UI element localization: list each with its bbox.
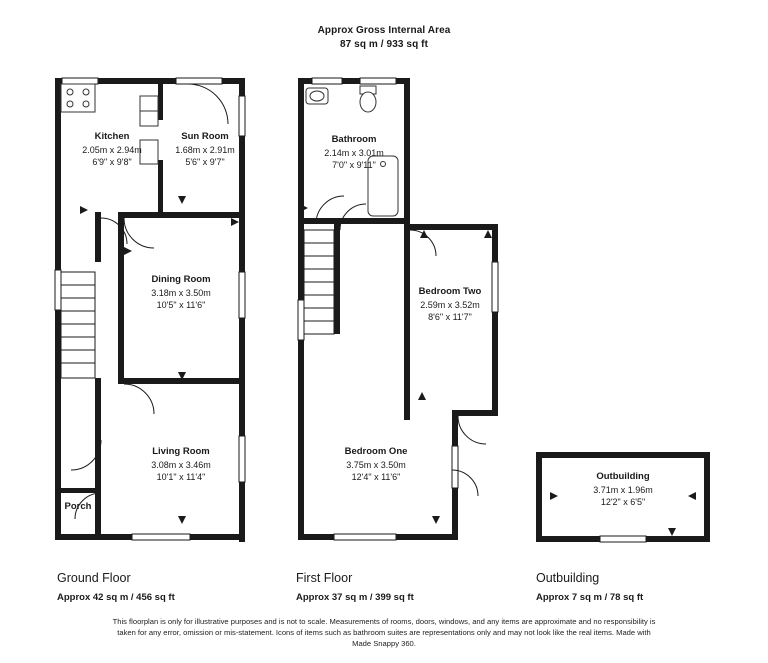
room-name: Porch <box>64 501 92 512</box>
room-label-porch <box>0 501 158 514</box>
room-metric: 2.59m x 3.52m <box>420 299 480 310</box>
room-label-sun-room <box>125 131 285 169</box>
floor-title-outbuilding: Outbuilding <box>536 571 600 585</box>
floor-area-first: Approx 37 sq m / 399 sq ft <box>296 592 414 603</box>
floor-area-outbuilding: Approx 7 sq m / 78 sq ft <box>536 592 644 603</box>
room-metric: 3.08m x 3.46m <box>151 459 211 470</box>
first-floor-stairs <box>304 230 334 334</box>
room-metric: 2.14m x 3.01m <box>324 147 384 158</box>
ground-floor-stairs <box>61 272 95 378</box>
room-imperial: 7'0" x 9'11" <box>332 160 376 170</box>
room-name: Bedroom Two <box>418 286 482 297</box>
room-imperial: 12'4" x 11'6" <box>351 472 401 482</box>
floor-area-ground: Approx 42 sq m / 456 sq ft <box>57 592 175 603</box>
room-label-dining-room <box>101 274 261 312</box>
room-label-bedroom-two <box>370 286 530 324</box>
room-name: Dining Room <box>151 274 211 285</box>
room-imperial: 10'5" x 11'6" <box>156 300 206 310</box>
room-label-bedroom-one <box>296 446 456 484</box>
room-name: Outbuilding <box>596 471 650 482</box>
room-metric: 3.75m x 3.50m <box>346 459 406 470</box>
floor-title-first: First Floor <box>296 571 353 585</box>
room-metric: 3.71m x 1.96m <box>593 484 653 495</box>
floor-title-ground: Ground Floor <box>57 571 131 585</box>
room-metric: 1.68m x 2.91m <box>175 144 235 155</box>
room-metric: 3.18m x 3.50m <box>151 287 211 298</box>
header-line-1: Approx Gross Internal Area <box>317 25 451 36</box>
room-imperial: 12'2" x 6'5" <box>600 497 646 507</box>
room-name: Living Room <box>152 446 210 457</box>
room-name: Kitchen <box>94 131 130 142</box>
room-name: Bathroom <box>331 134 377 145</box>
header-line-2: 87 sq m / 933 sq ft <box>339 39 429 50</box>
room-metric: 2.05m x 2.94m <box>82 144 142 155</box>
room-label-bathroom <box>274 134 434 172</box>
room-imperial: 10'1" x 11'4" <box>156 472 206 482</box>
room-label-outbuilding <box>543 471 703 509</box>
room-name: Sun Room <box>181 131 229 142</box>
room-imperial: 5'6" x 9'7" <box>185 157 225 167</box>
room-name: Bedroom One <box>344 446 408 457</box>
disclaimer-text: This floorplan is only for illustrative purposes and is not to scale. Measurements of rooms, doors, windows, and any items are approximate and no responsibility is taken for any error, omission or mis-statement. Icons of items such as bathroom suites are representations only and may not look like the real items. Made with Made Snappy 360. <box>112 617 656 648</box>
room-imperial: 6'9" x 9'8" <box>92 157 132 167</box>
room-label-living-room <box>101 446 261 484</box>
outbuilding-windows <box>600 536 646 542</box>
room-imperial: 8'6" x 11'7" <box>428 312 472 322</box>
